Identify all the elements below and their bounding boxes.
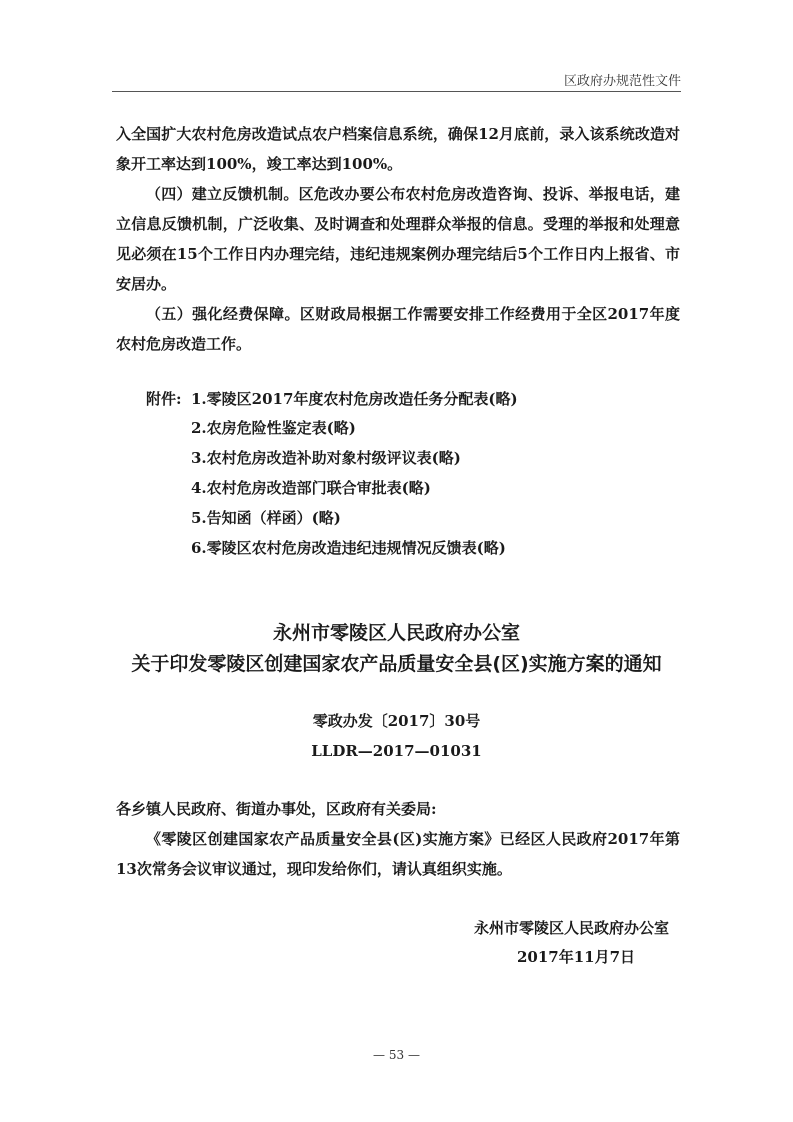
notice-title-line-1: 永州市零陵区人民政府办公室 xyxy=(272,622,520,644)
page-number: — 53 — xyxy=(373,1048,420,1062)
body-paragraph-funding: （五）强化经费保障。区财政局根据工作需要安排工作经费用于全区2017年度农村危房改造工作。 xyxy=(116,305,680,353)
addressee: 各乡镇人民政府、街道办事处，区政府有关委局: xyxy=(116,800,437,818)
attachment-item: 5.告知函（样函）(略) xyxy=(191,509,341,527)
attachment-item: 4.农村危房改造部门联合审批表(略) xyxy=(191,479,431,497)
running-header: 区政府办规范性文件 xyxy=(563,74,681,89)
notice-title-line-2: 关于印发零陵区创建国家农产品质量安全县(区)实施方案的通知 xyxy=(131,653,662,675)
signature-date: 2017年11月7日 xyxy=(517,948,636,966)
attachment-item: 6.零陵区农村危房改造违纪违规情况反馈表(略) xyxy=(191,539,506,557)
header-rule xyxy=(112,91,681,92)
document-number: 零政办发〔2017〕30号 xyxy=(312,712,481,730)
signature-organization: 永州市零陵区人民政府办公室 xyxy=(474,919,670,937)
body-paragraph-feedback: （四）建立反馈机制。区危改办要公布农村危房改造咨询、投诉、举报电话，建立信息反馈机制，广泛收集、及时调查和处理群众举报的信息。受理的举报和处理意见必须在15个工作日内办理完结，违纪违规案例办理完结后5个工作日内上报省、市安居办。 xyxy=(116,185,680,293)
attachments-label: 附件: xyxy=(146,390,182,408)
document-code: LLDR—2017—01031 xyxy=(311,742,482,760)
body-paragraph-1: 入全国扩大农村危房改造试点农户档案信息系统，确保12月底前，录入该系统改造对象开工率达到100%，竣工率达到100%。 xyxy=(116,125,680,173)
notice-content: 《零陵区创建国家农产品质量安全县(区)实施方案》已经区人民政府2017年第13次常务会议审议通过，现印发给你们，请认真组织实施。 xyxy=(116,830,680,878)
attachment-item: 1.零陵区2017年度农村危房改造任务分配表(略) xyxy=(191,390,518,408)
attachment-item: 3.农村危房改造补助对象村级评议表(略) xyxy=(191,449,461,467)
attachment-item: 2.农房危险性鉴定表(略) xyxy=(191,419,356,437)
